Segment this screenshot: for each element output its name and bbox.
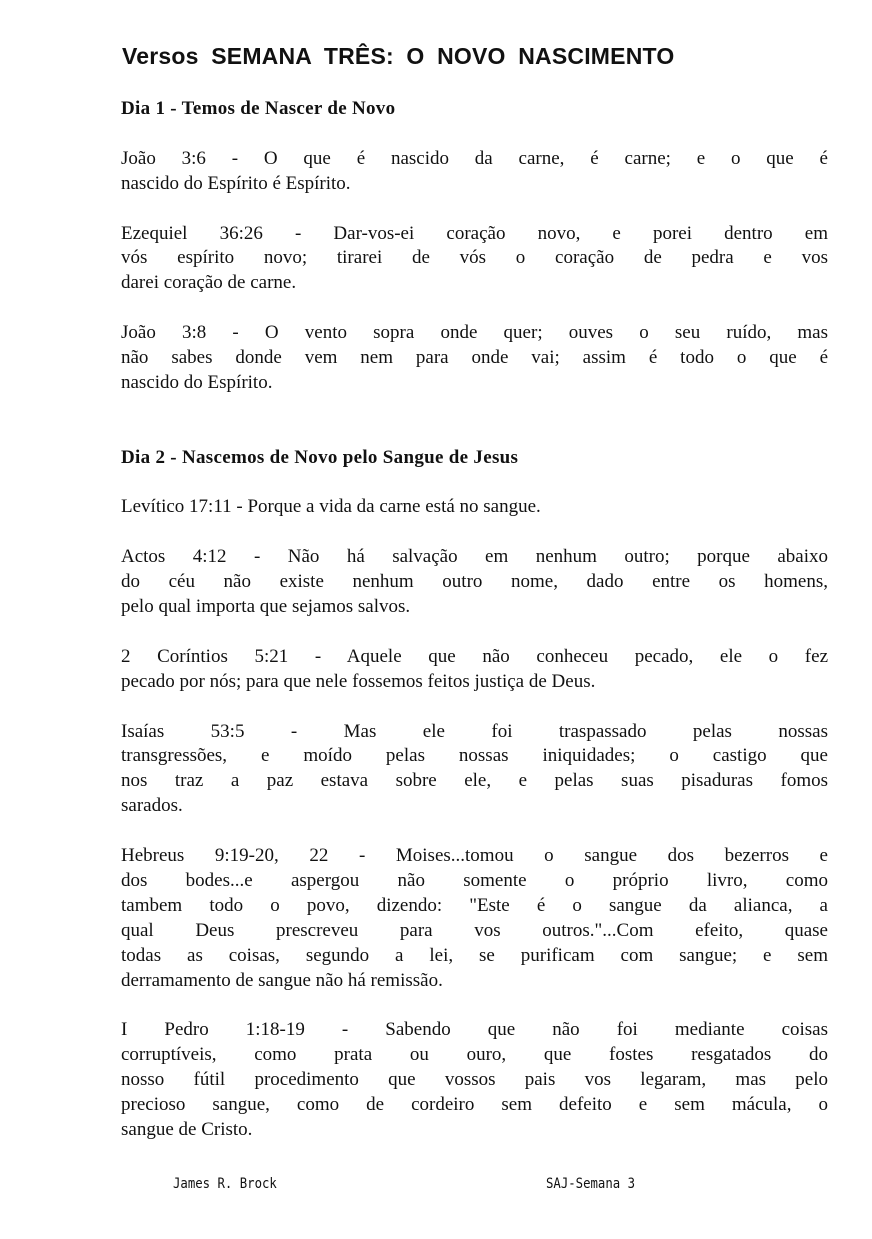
verse-line: nascido do Espírito. <box>121 371 273 393</box>
verse-line: todas as coisas, segundo a lei, se purificam com sangue; e sem <box>121 944 828 966</box>
document-body <box>121 97 828 1168</box>
footer-author: James R. Brock <box>173 1176 277 1192</box>
verse-line: 2 Coríntios 5:21 - Aquele que não conheceu pecado, ele o fez <box>121 645 828 667</box>
verse-line: sarados. <box>121 795 183 817</box>
verse-line: pecado por nós; para que nele fossemos feitos justiça de Deus. <box>121 670 596 692</box>
verse-line: sangue de Cristo. <box>121 1118 253 1140</box>
verse-line: precioso sangue, como de cordeiro sem defeito e sem mácula, o <box>121 1094 828 1116</box>
section-day-1 <box>121 97 828 396</box>
verse-line: do céu não existe nenhum outro nome, dado entre os homens, <box>121 571 828 593</box>
verse-paragraph <box>121 321 828 396</box>
verse-line: João 3:6 - O que é nascido da carne, é carne; e o que é <box>121 147 828 169</box>
verse-line: pelo qual importa que sejamos salvos. <box>121 596 411 618</box>
verse-line: Ezequiel 36:26 - Dar-vos-ei coração novo, e porei dentro em <box>121 222 828 244</box>
section-heading: Dia 1 - Temos de Nascer de Novo <box>121 98 396 119</box>
verse-paragraph <box>121 222 828 297</box>
verse-line: João 3:8 - O vento sopra onde quer; ouves o seu ruído, mas <box>121 322 828 344</box>
verse-line: transgressões, e moído pelas nossas iniquidades; o castigo que <box>121 745 828 767</box>
verse-line: Levítico 17:11 - Porque a vida da carne está no sangue. <box>121 496 541 518</box>
verse-line: qual Deus prescreveu para vos outros."...Com efeito, quase <box>121 919 828 941</box>
verse-line: nos traz a paz estava sobre ele, e pelas suas pisaduras fomos <box>121 770 828 792</box>
verse-paragraph <box>121 720 828 820</box>
verse-paragraph <box>121 545 828 620</box>
verse-line: nosso fútil procedimento que vossos pais vos legaram, mas pelo <box>121 1069 828 1091</box>
verse-paragraph <box>121 645 828 695</box>
verse-line: tambem todo o povo, dizendo: "Este é o sangue da alianca, a <box>121 894 828 916</box>
section-spacer <box>121 421 828 446</box>
verse-paragraph <box>121 844 828 993</box>
footer-page-label: SAJ-Semana 3 <box>546 1176 636 1192</box>
verse-paragraph <box>121 147 828 197</box>
verse-line: Actos 4:12 - Não há salvação em nenhum outro; porque abaixo <box>121 546 828 568</box>
verse-line: Hebreus 9:19-20, 22 - Moises...tomou o sangue dos bezerros e <box>121 845 828 867</box>
verse-line: darei coração de carne. <box>121 272 297 294</box>
verse-line: não sabes donde vem nem para onde vai; assim é todo o que é <box>121 347 828 369</box>
verse-line: derramamento de sangue não há remissão. <box>121 969 443 991</box>
verse-paragraph <box>121 495 828 520</box>
verse-line: dos bodes...e aspergou não somente o próprio livro, como <box>121 869 828 891</box>
verse-line: Isaías 53:5 - Mas ele foi traspassado pelas nossas <box>121 720 828 742</box>
verse-line: vós espírito novo; tirarei de vós o coração de pedra e vos <box>121 247 828 269</box>
verse-line: corruptíveis, como prata ou ouro, que fostes resgatados do <box>121 1044 828 1066</box>
verse-paragraph <box>121 1018 828 1143</box>
page-title: Versos SEMANA TRÊS: O NOVO NASCIMENTO <box>122 43 675 69</box>
verse-line: I Pedro 1:18-19 - Sabendo que não foi mediante coisas <box>121 1019 828 1041</box>
section-heading: Dia 2 - Nascemos de Novo pelo Sangue de Jesus <box>121 446 519 468</box>
verse-line: nascido do Espírito é Espírito. <box>121 172 351 194</box>
section-day-2 <box>121 446 828 1143</box>
